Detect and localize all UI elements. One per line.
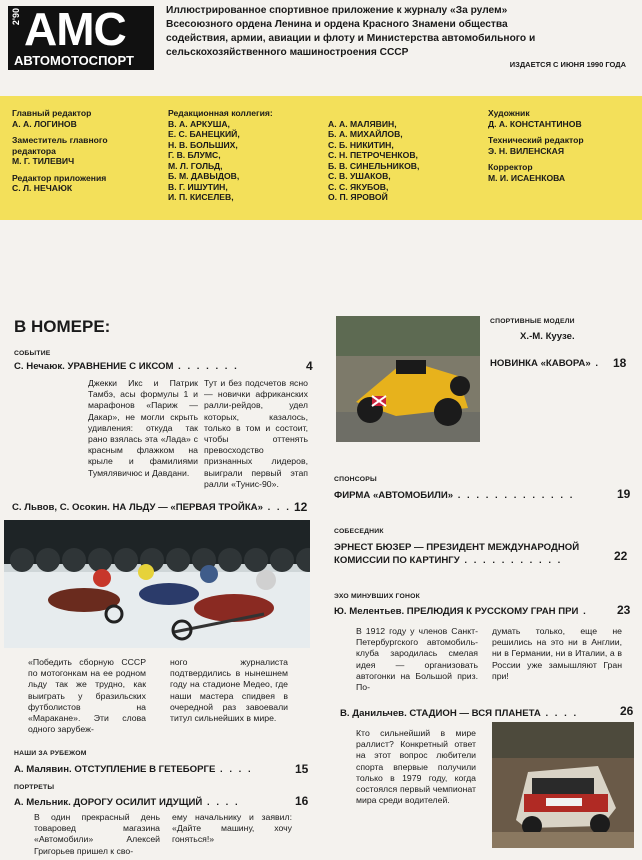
leader-dots: . . . .: [540, 708, 579, 719]
app-editor-role: Редактор приложения: [12, 172, 107, 183]
logo-title: АМС: [24, 6, 126, 55]
leader-dots: .: [590, 358, 601, 369]
board-member: О. П. ЯРОВОЙ: [328, 192, 388, 202]
logo-subtitle: АВТОМОТОСПОРТ: [14, 53, 134, 68]
board-member: С. С. ЯКУБОВ,: [328, 181, 389, 192]
board-member: Е. С. БАНЕЦКИЙ,: [168, 129, 240, 139]
toc-entry-title: НОВИНКА «КАВОРА»: [490, 358, 591, 369]
board-member: И. П. КИСЕЛЕВ,: [168, 192, 234, 202]
leader-dots: . . . .: [202, 797, 240, 808]
contents-heading: В НОМЕРЕ:: [14, 317, 111, 336]
toc-entry-9-excerpt: Кто сильнейший в мире раллист? Конкретный ответ на этот вопрос любители спорта впервые получили только в 1979 году, когда состоялся первый чемпионат мира среди водителей.: [356, 728, 476, 806]
toc-entry-1[interactable]: [14, 361, 239, 372]
chief-role: Главный редактор: [12, 108, 92, 118]
board-member: В. Г. ИШУТИН,: [168, 181, 228, 192]
toc-entry-5-author: Х.-М. Куузе.: [520, 331, 575, 342]
board-member: Н. В. БОЛЬШИХ,: [168, 139, 238, 150]
board-member: С. Б. НИКИТИН,: [328, 139, 394, 150]
formula-car-photo: [336, 316, 480, 442]
toc-page-number: 16: [295, 794, 309, 808]
staff-panel: [0, 96, 642, 220]
corrector-role: Корректор: [488, 162, 533, 172]
board-member: Б. М. ДАВЫДОВ,: [168, 171, 240, 181]
rally-car-photo: [492, 722, 634, 848]
toc-entry-1-excerpt-a: Джекки Икс и Патрик Тамбэ, асы формулы 1 и марафонов «Париж — Дакар», не могли скрыть удивления: откуда так рано взялась эта «Лада» с красным флажком на крыле и фамилиями Тумялявичюс и Давдани.: [88, 378, 198, 478]
toc-entry-1-excerpt-b: Тут и без подсчетов ясно — новички африканских ралли-рейдов, удел которых, казалось, только в том и состоит, чтобы оттенять превосходство признанных лидеров, выиграли первый этап ралли «Тунис-90».: [204, 378, 308, 489]
artist-name: Д. А. КОНСТАНТИНОВ: [488, 118, 582, 129]
toc-entry-7[interactable]: [334, 555, 562, 566]
rubric-abroad: НАШИ ЗА РУБЕЖОМ: [14, 750, 87, 757]
speedway-photo: [4, 520, 310, 648]
board-member: С. В. УШАКОВ,: [328, 171, 391, 181]
toc-entry-2-excerpt-a: «Победить сборную СССР по мотогонкам на ее родном льду так же трудно, как выиграть у бразильских футболистов на «Маракане». Эти слова одного зарубеж-: [28, 657, 146, 735]
staff-column-4: [488, 108, 638, 189]
deputy-role: Заместитель главного редактора: [12, 135, 108, 156]
toc-entry-9[interactable]: [340, 708, 578, 719]
issue-number: 2'90: [11, 8, 21, 26]
board-member: Б. В. СИНЕЛЬНИКОВ,: [328, 160, 420, 171]
leader-dots: . . . .: [215, 764, 253, 775]
toc-entry-8[interactable]: [334, 606, 588, 617]
chief-name: А. А. ЛОГИНОВ: [12, 118, 77, 129]
toc-page-number: 22: [614, 549, 628, 563]
toc-entry-title: А. Мельник. ДОРОГУ ОСИЛИТ ИДУЩИЙ: [14, 797, 203, 808]
leader-dots: . . . . . . . . . . .: [459, 555, 563, 566]
app-editor-name: С. Л. НЕЧАЮК: [12, 183, 73, 193]
rubric-models: СПОРТИВНЫЕ МОДЕЛИ: [490, 318, 575, 325]
rubric-sponsors: СПОНСОРЫ: [334, 476, 377, 483]
logo: [8, 6, 154, 70]
toc-entry-2-excerpt-b: ного журналиста подтвердились в нынешнем году на стадионе Медео, где наши мастера спидвея в очередной раз завоевали титул сильнейших в мире.: [170, 657, 288, 724]
tech-editor-role: Технический редактор: [488, 135, 584, 145]
rubric-interview: СОБЕСЕДНИК: [334, 528, 384, 535]
board-member: В. А. АРКУША,: [168, 118, 230, 129]
rubric-event: СОБЫТИЕ: [14, 350, 51, 357]
leader-dots: . . . . . . . . . . . . .: [453, 490, 575, 501]
toc-entry-title: А. Малявин. ОТСТУПЛЕНИЕ В ГЕТЕБОРГЕ: [14, 764, 216, 775]
toc-entry-2[interactable]: [12, 502, 291, 513]
toc-page-number: 4: [306, 359, 313, 373]
artist-role: Художник: [488, 108, 530, 118]
rubric-portraits: ПОРТРЕТЫ: [14, 784, 55, 791]
toc-page-number: 19: [617, 487, 631, 501]
staff-column-2: [168, 108, 318, 203]
board-member: Г. В. БЛУМС,: [168, 150, 221, 160]
toc-page-number: 15: [295, 762, 309, 776]
tech-editor-name: Э. Н. ВИЛЕНСКАЯ: [488, 145, 565, 156]
staff-column-1: [12, 108, 152, 200]
leader-dots: .: [578, 606, 588, 617]
toc-page-number: 26: [620, 704, 634, 718]
leader-dots: . . .: [262, 502, 291, 513]
toc-entry-6[interactable]: [334, 490, 574, 501]
toc-entry-3[interactable]: [14, 764, 253, 775]
toc-entry-title: С. Нечаюк. УРАВНЕНИЕ С ИКСОМ: [14, 361, 174, 372]
leader-dots: . . . . . . .: [173, 361, 239, 372]
toc-entry-8-excerpt-a: В 1912 году у членов Санкт-Петербургского автомобиль-клуба зародилась смелая идея — организовать автогонки на Большой приз. По-: [356, 626, 478, 693]
board-role: Редакционная коллегия:: [168, 108, 273, 118]
board-member: А. А. МАЛЯВИН,: [328, 118, 397, 129]
toc-page-number: 18: [613, 356, 627, 370]
toc-entry-4[interactable]: [14, 797, 240, 808]
toc-entry-title: С. Львов, С. Осокин. НА ЛЬДУ — «ПЕРВАЯ ТРОЙКА»: [12, 502, 263, 513]
toc-entry-5[interactable]: [490, 358, 600, 369]
board-member: Б. А. МИХАЙЛОВ,: [328, 129, 403, 139]
toc-page-number: 12: [294, 500, 308, 514]
toc-entry-title: Ю. Мелентьев. ПРЕЛЮДИЯ К РУССКОМУ ГРАН ПРИ: [334, 606, 579, 617]
toc-entry-title: В. Данильчев. СТАДИОН — ВСЯ ПЛАНЕТА: [340, 708, 541, 719]
staff-column-3: [328, 119, 478, 203]
intro-text: Иллюстрированное спортивное приложение к журналу «За рулем» Всесоюзного ордена Ленина и ордена Красного Знамени общества содействия, армии, авиации и флоту и Министерства автомобильного и сельскохозяйственного машиностроения СССР: [166, 5, 536, 58]
board-member: С. Н. ПЕТРОЧЕНКОВ,: [328, 150, 418, 160]
deputy-name: М. Г. ТИЛЕВИЧ: [12, 156, 75, 166]
toc-entry-8-excerpt-b: думать только, еще не решились на это ни в Англии, ни в Германии, ни в Италии, а в России уже замышляют Гран при!: [492, 626, 622, 681]
toc-entry-4-excerpt-b: ему начальнику и заявил: «Дайте машину, хочу гоняться!»: [172, 812, 292, 845]
board-member: М. Л. ГОЛЬД,: [168, 160, 223, 171]
toc-entry-4-excerpt-a: В один прекрасный день товаровед магазина «Автомобили» Алексей Григорьев пришел к сво-: [34, 812, 160, 856]
publication-since: ИЗДАЕТСЯ С ИЮНЯ 1990 ГОДА: [509, 60, 626, 69]
rubric-echo: ЭХО МИНУВШИХ ГОНОК: [334, 593, 420, 600]
toc-page-number: 23: [617, 603, 631, 617]
toc-entry-7-line-1: ЭРНЕСТ БЮЗЕР — ПРЕЗИДЕНТ МЕЖДУНАРОДНОЙ: [334, 542, 580, 553]
toc-entry-title: КОМИССИИ ПО КАРТИНГУ: [334, 555, 460, 566]
toc-entry-title: ФИРМА «АВТОМОБИЛИ»: [334, 490, 454, 501]
corrector-name: М. И. ИСАЕНКОВА: [488, 172, 566, 183]
